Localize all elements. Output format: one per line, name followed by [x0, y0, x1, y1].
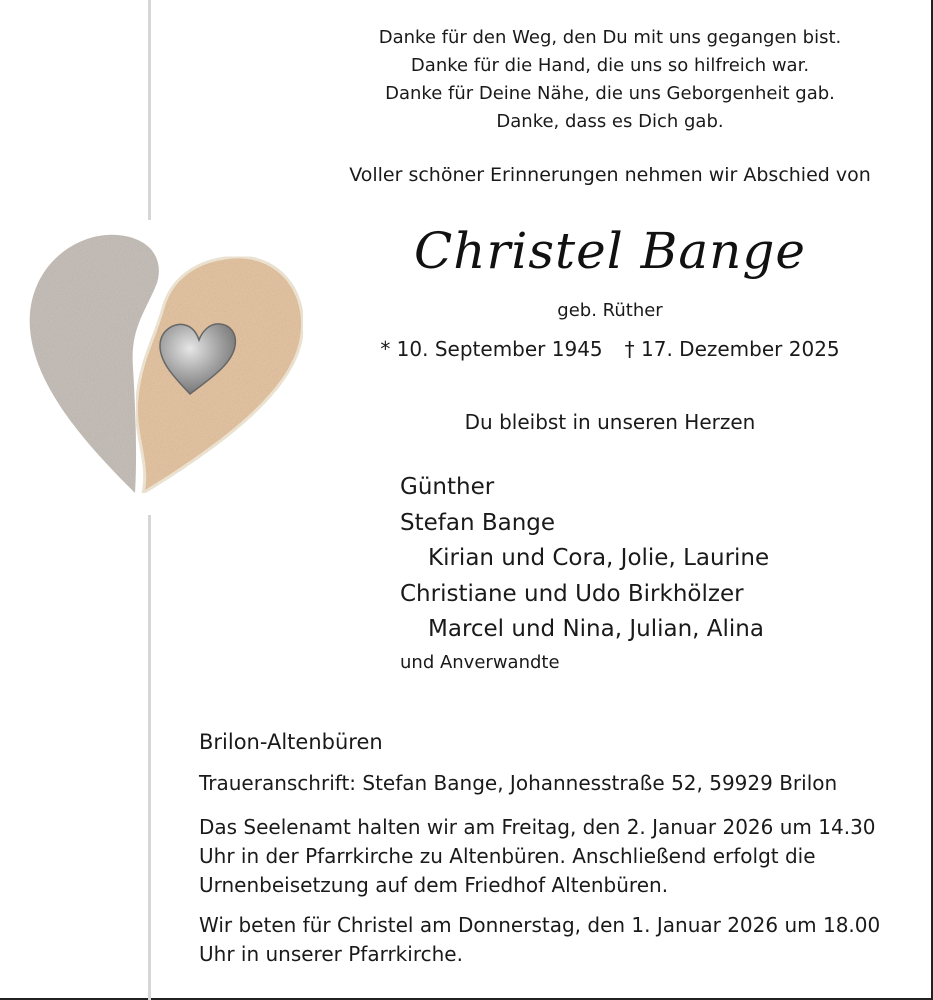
mourner: Stefan Bange	[400, 509, 556, 536]
place: Brilon-Altenbüren	[199, 730, 383, 754]
heart-emblem-icon	[25, 228, 315, 498]
mourning-address: Traueranschrift: Stefan Bange, Johannesstraße 52, 59929 Brilon	[199, 771, 838, 795]
mourner: Günther	[400, 474, 495, 500]
poem-line: Danke für Deine Nähe, die uns Geborgenheit gab.	[385, 83, 835, 104]
farewell-intro: Voller schöner Erinnerungen nehmen wir Abschied von	[349, 164, 871, 186]
poem-line: Danke für den Weg, den Du mit uns gegangen bist.	[378, 27, 842, 48]
birth-date: * 10. September 1945	[380, 337, 603, 361]
deceased-name: Christel Bange	[414, 222, 806, 280]
mourner: Kirian und Cora, Jolie, Laurine	[428, 545, 770, 571]
divider-line-bottom	[148, 515, 151, 1000]
divider-line-top	[148, 0, 151, 220]
mourner: Christiane und Udo Birkhölzer	[400, 580, 744, 607]
poem-line: Danke für die Hand, die uns so hilfreich war.	[410, 55, 810, 76]
requiem-info: Das Seelenamt halten wir am Freitag, den 2. Januar 2026 um 14.30 Uhr in der Pfarrkirche zu Altenbüren. Anschließend erfolgt die Urnenbeisetzung auf dem Friedhof Altenbüren.	[199, 815, 876, 897]
mourners-list	[400, 470, 769, 648]
relatives: und Anverwandte	[400, 652, 560, 673]
life-dates	[300, 337, 920, 361]
poem-line: Danke, dass es Dich gab.	[496, 111, 724, 132]
motto: Du bleibst in unseren Herzen	[464, 410, 756, 434]
mourner: Marcel und Nina, Julian, Alina	[428, 616, 764, 642]
poem	[300, 24, 920, 136]
birth-name: geb. Rüther	[557, 300, 663, 321]
prayer-info: Wir beten für Christel am Donnerstag, den 1. Januar 2026 um 18.00 Uhr in unserer Pfarrkirche.	[199, 913, 881, 966]
death-date: † 17. Dezember 2025	[624, 337, 840, 361]
